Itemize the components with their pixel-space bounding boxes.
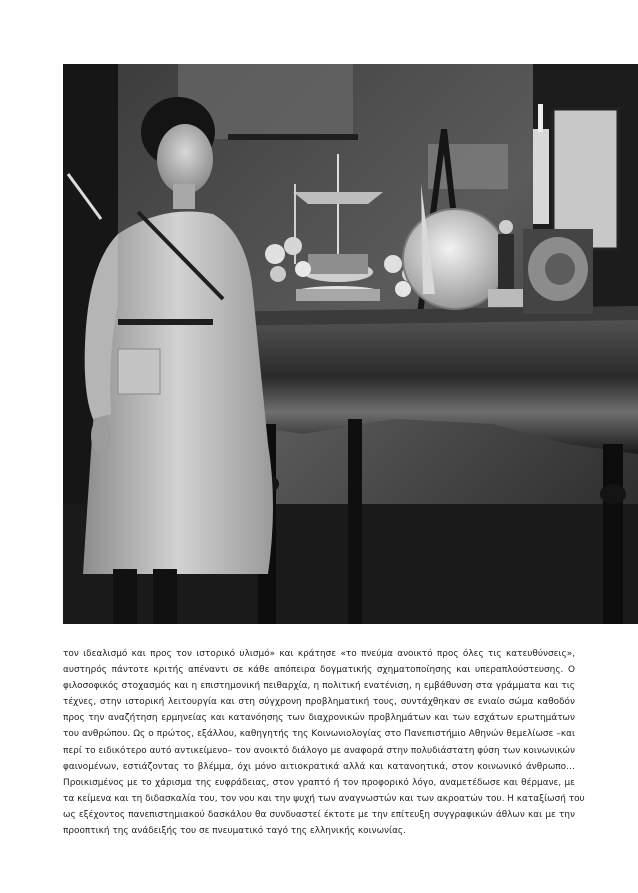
text-line: φαινομένων, εστιάζοντας το βλέμμα, όχι μόνο αιτιοκρατικά αλλά και κατανοητικά, στον κοινωνικό άνθρωπο…: [63, 761, 575, 772]
photograph-illustration: [63, 64, 638, 624]
text-line: τα κείμενα και τη διδασκαλία του, τον νου και την ψυχή των αναγνωστών και των ακροατών του. Η καταξίωσή του: [63, 793, 585, 804]
text-line: τέχνες, στην ιστορική λειτουργία και στη σύγχρονη προβληματική τους, συντάχθηκαν σε ενιαίο σώμα καθοδόν: [63, 697, 575, 708]
text-line: του ανθρώπου. Ως ο πρώτος, εξάλλου, καθηγητής της Κοινωνιολογίας στο Πανεπιστήμιο Αθηνών θεμελίωσε –και: [63, 729, 575, 740]
text-line: προοπτική της ανάδειξής του σε πνευματικό ταγό της ελληνικής κοινωνίας.: [63, 826, 407, 837]
text-line: περί το ειδικότερο αυτό αντικείμενο– τον ανοικτό διάλογο με αναφορά στην πολυδιάστατη φύση των κοινωνικών: [63, 745, 575, 756]
text-line: αυστηρός πάντοτε κριτής απέναντι σε κάθε απόπειρα δογματικής σχηματοποίησης και υπεραπλούστευσης. Ο: [63, 665, 575, 676]
text-line: ως εξέχοντος πανεπιστημιακού δασκάλου θα συνδυαστεί έκτοτε με την επίτευξη συγγραφικών άθλων και με την: [63, 809, 575, 820]
text-line: προς την αναζήτηση ερμηνείας και κατανόησης των διαχρονικών προβλημάτων και των εσχάτων ερωτημάτων: [63, 713, 575, 724]
body-text: [63, 646, 585, 839]
text-line: φιλοσοφικός στοχασμός και η επιστημονική πειθαρχία, η πολιτική ενατένιση, η εμβάθυνση στα γράμματα και τις: [63, 681, 575, 692]
historic-photograph: [63, 64, 638, 624]
text-line: Προικισμένος με το χάρισμα της ευφράδειας, στον γραπτό ή τον προφορικό λόγο, αναμετέδωσε και θέρμανε, με: [63, 777, 575, 788]
text-line: τον ιδεαλισμό και προς τον ιστορικό υλισμό» και κράτησε «το πνεύμα ανοικτό προς όλες τις κατευθύνσεις»,: [63, 649, 575, 659]
